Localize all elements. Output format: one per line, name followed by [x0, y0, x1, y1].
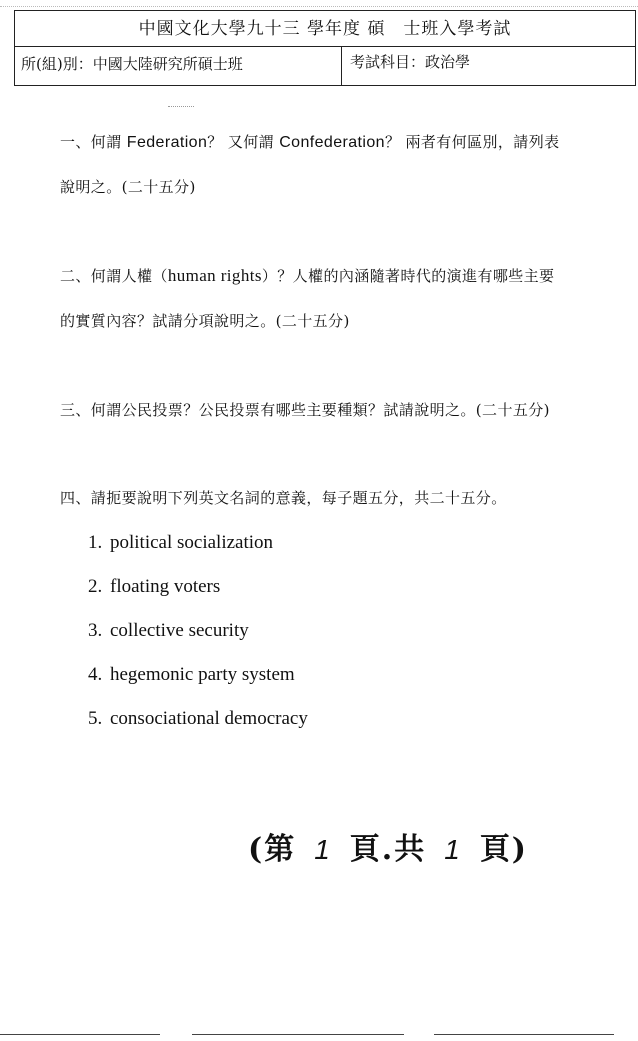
question-line — [60, 175, 196, 199]
term-text: consociational democracy — [110, 708, 308, 729]
exam-info-row — [15, 47, 635, 85]
footer-rule — [0, 1034, 160, 1035]
question-text: 四、請扼要說明下列英文名詞的意義，每子題五分，共二十五分。 — [60, 489, 507, 507]
term-number: 4. — [88, 664, 103, 685]
page-current: 1 — [314, 834, 332, 865]
term-text: collective security — [110, 620, 249, 641]
question-term: human rights — [167, 266, 262, 285]
question-text: ？ 又何謂 — [207, 133, 280, 151]
scan-edge — [0, 0, 638, 7]
term-text: political socialization — [110, 532, 274, 553]
exam-title: 中國文化大學九十三 學年度 碩 士班入學考試 — [15, 11, 635, 47]
term-number: 5. — [88, 708, 103, 729]
question-line — [60, 130, 560, 154]
list-item — [88, 618, 249, 644]
footer-rule — [434, 1034, 614, 1035]
page-total: 1 — [444, 834, 462, 865]
question-term: Federation — [126, 134, 208, 151]
page-indicator — [248, 826, 528, 874]
list-item — [88, 706, 308, 732]
exam-header — [14, 10, 636, 86]
question-line — [60, 398, 550, 422]
term-number: 1. — [88, 532, 103, 553]
subject-cell: 考試科目：政治學 — [350, 53, 471, 71]
question-text: ？ 兩者有何區別，請列表 — [384, 133, 560, 151]
list-item — [88, 530, 273, 556]
question-line — [60, 486, 507, 510]
page-indicator-close: 頁) — [479, 832, 529, 867]
scan-speck — [168, 106, 194, 108]
question-line — [60, 264, 554, 288]
question-text: 一、何謂 — [60, 133, 127, 151]
department-cell: 所(組)別：中國大陸研究所碩士班 — [15, 47, 342, 85]
list-item — [88, 662, 295, 688]
list-item — [88, 574, 220, 600]
page-indicator-open: (第 — [248, 832, 297, 867]
term-number: 3. — [88, 620, 103, 641]
question-text: 說明之。(二十五分) — [60, 178, 196, 196]
footer-rule — [192, 1034, 404, 1035]
question-term: Confederation — [279, 134, 385, 151]
question-text: 二、何謂人權（ — [60, 267, 168, 285]
term-text: floating voters — [110, 576, 221, 597]
question-text: 三、何謂公民投票？公民投票有哪些主要種類？試請說明之。(二十五分) — [60, 401, 550, 419]
question-text: ）？人權的內涵隨著時代的演進有哪些主要 — [261, 267, 555, 285]
term-number: 2. — [88, 576, 103, 597]
question-text: 的實質內容？試請分項說明之。(二十五分) — [60, 312, 350, 330]
page-indicator-middle: 頁.共 — [349, 832, 427, 867]
term-text: hegemonic party system — [110, 664, 295, 685]
question-line — [60, 309, 350, 333]
